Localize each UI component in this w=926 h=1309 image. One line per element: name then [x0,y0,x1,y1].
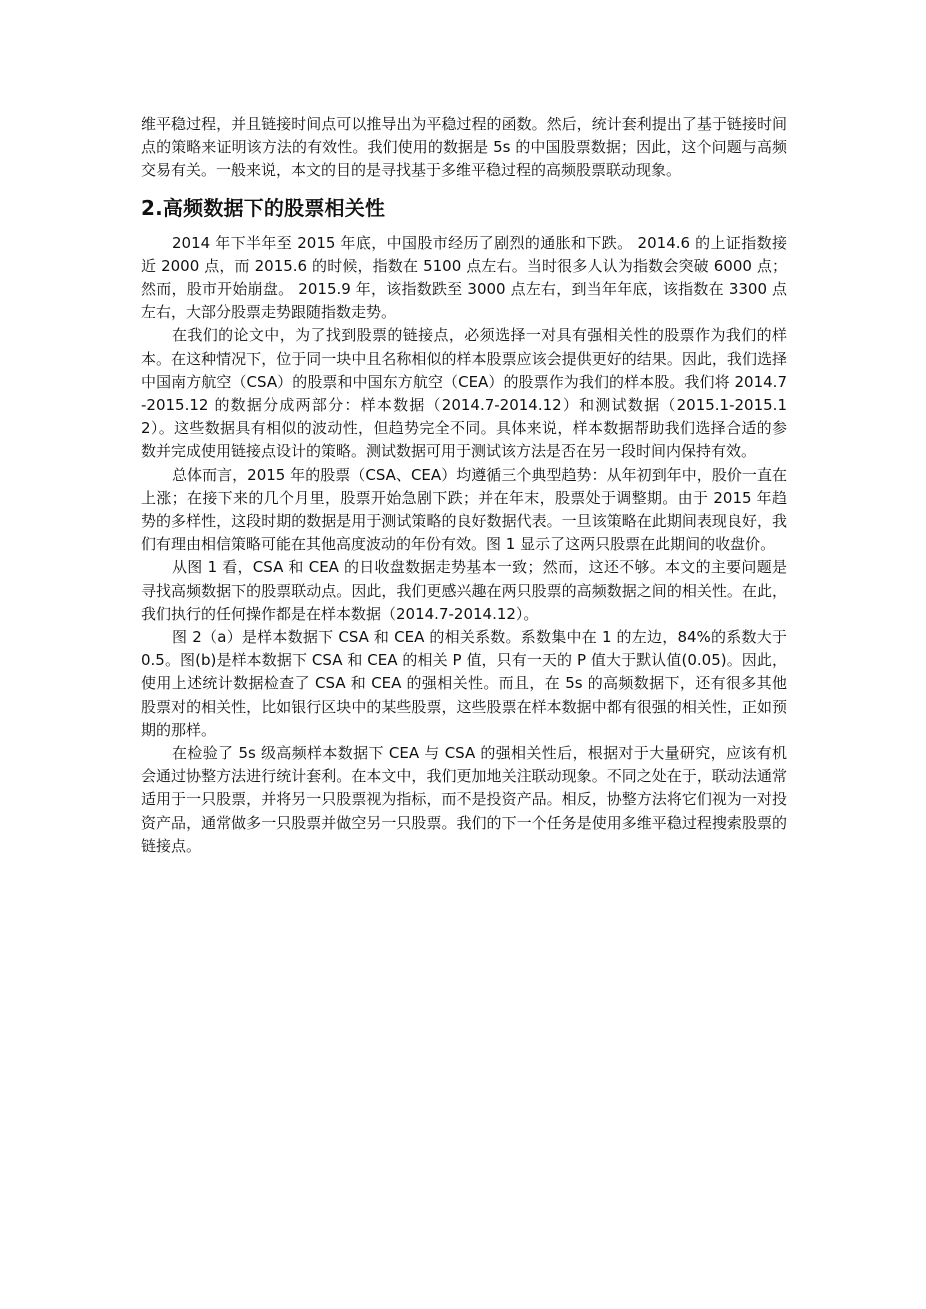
body-paragraph-cointegration: 在检验了 5s 级高频样本数据下 CEA 与 CSA 的强相关性后，根据对于大量研究，应该有机会通过协整方法进行统计套利。在本文中，我们更加地关注联动现象。不同之处在于，联动法通常适用于一只股票，并将另一只股票视为指标，而不是投资产品。相反，协整方法将它们视为一对投资产品，通常做多一只股票并做空另一只股票。我们的下一个任务是使用多维平稳过程搜索股票的链接点。 [141,744,787,855]
intro-paragraph: 维平稳过程，并且链接时间点可以推导出为平稳过程的函数。然后，统计套利提出了基于链接时间点的策略来证明该方法的有效性。我们使用的数据是 5s 的中国股票数据；因此，这个问题与高频交易有关。一般来说，本文的目的是寻找基于多维平稳过程的高频股票联动现象。 [141,115,787,180]
body-paragraph-figure2-discussion: 图 2（a）是样本数据下 CSA 和 CEA 的相关系数。系数集中在 1 的左边，84%的系数大于 0.5。图(b)是样本数据下 CSA 和 CEA 的相关 P 值，只有一天的 P 值大于默认值(0.05)。因此，使用上述统计数据检查了 CSA 和 CEA 的强相关性。而且，在 5s 的高频数据下，还有很多其他股票对的相关性，比如银行区块中的某些股票，这些股票在样本数据中都有很强的相关性，正如预期的那样。 [141,628,787,739]
body-paragraph-sample-selection: 在我们的论文中，为了找到股票的链接点，必须选择一对具有强相关性的股票作为我们的样本。在这种情况下，位于同一块中且名称相似的样本股票应该会提供更好的结果。因此，我们选择中国南方航空（CSA）的股票和中国东方航空（CEA）的股票作为我们的样本股。我们将 2014.7-2015.12 的数据分成两部分：样本数据（2014.7-2014.12）和测试数据（2015.1-2015.12）。这些数据具有相似的波动性，但趋势完全不同。具体来说，样本数据帮助我们选择合适的参数并完成使用链接点设计的策略。测试数据可用于测试该方法是否在另一段时间内保持有效。 [141,326,787,461]
body-paragraph-figure1-discussion: 从图 1 看，CSA 和 CEA 的日收盘数据走势基本一致；然而，这还不够。本文的主要问题是寻找高频数据下的股票联动点。因此，我们更感兴趣在两只股票的高频数据之间的相关性。在此，我们执行的任何操作都是在样本数据（2014.7-2014.12）。 [141,558,787,623]
document-page [141,113,787,858]
body-paragraph-market-overview: 2014 年下半年至 2015 年底，中国股市经历了剧烈的通胀和下跌。 2014.6 的上证指数接近 2000 点，而 2015.6 的时候，指数在 5100 点左右。当时很多人认为指数会突破 6000 点；然而，股市开始崩盘。 2015.9 年，该指数跌至 3000 点左右，到当年年底，该指数在 3300 点左右，大部分股票走势跟随指数走势。 [141,233,787,322]
section-heading: 2.高频数据下的股票相关性 [141,195,386,220]
body-paragraph-2015-trends: 总体而言，2015 年的股票（CSA、CEA）均遵循三个典型趋势：从年初到年中，股价一直在上涨；在接下来的几个月里，股票开始急剧下跌；并在年末，股票处于调整期。由于 2015 年趋势的多样性，这段时期的数据是用于测试策略的良好数据代表。一旦该策略在此期间表现良好，我们有理由相信策略可能在其他高度波动的年份有效。图 1 显示了这两只股票在此期间的收盘价。 [141,465,787,554]
